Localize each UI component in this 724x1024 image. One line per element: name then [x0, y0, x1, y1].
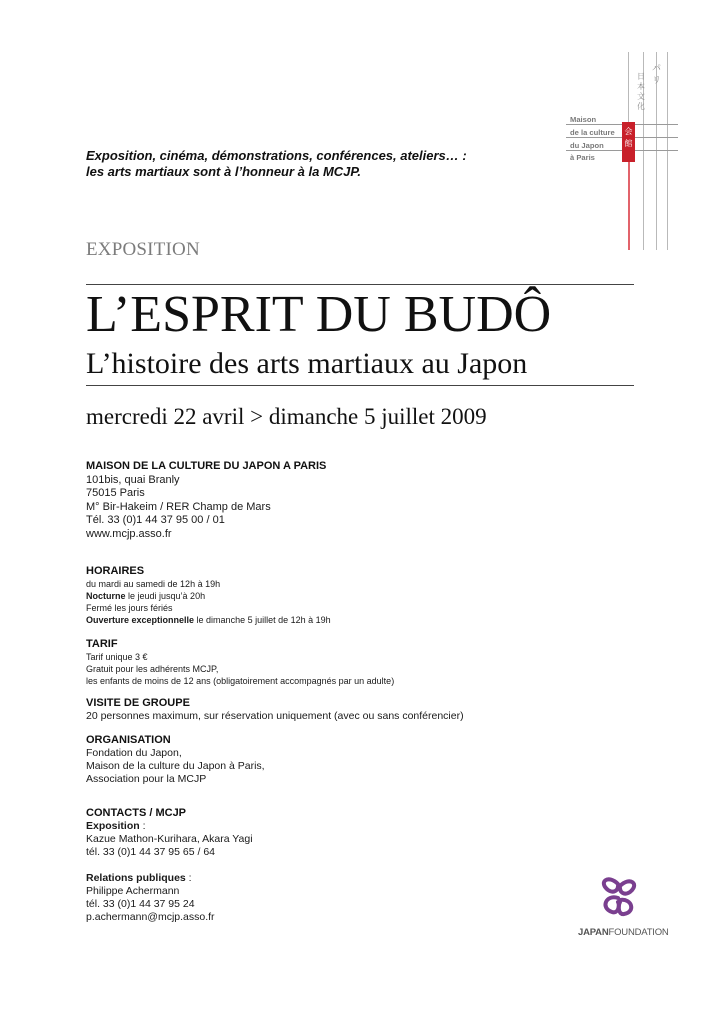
contacts-sep: :: [185, 872, 192, 884]
exhibition-dates: mercredi 22 avril > dimanche 5 juillet 2009: [86, 404, 487, 429]
venue-line: M° Bir-Hakeim / RER Champ de Mars: [86, 500, 271, 513]
logo-jp-side: パリ: [652, 63, 662, 85]
organisation-line: Fondation du Japon,: [86, 747, 182, 759]
logo-jp-red: 会館: [624, 127, 633, 148]
hours-line: [86, 614, 646, 626]
tarif-line: Gratuit pour les adhérents MCJP,: [86, 664, 219, 674]
mcjp-logo: [566, 52, 676, 252]
organisation-block: [86, 734, 646, 786]
logo-rule: [667, 52, 668, 250]
section-label: EXPOSITION: [86, 239, 200, 260]
page-title: L’ESPRIT DU BUDÔ: [86, 286, 552, 343]
logo-text-line: à Paris: [570, 153, 595, 162]
butterfly-icon: [578, 872, 660, 926]
hours-title: HORAIRES: [86, 565, 145, 577]
venue-line: Tél. 33 (0)1 44 37 95 00 / 01: [86, 514, 225, 526]
tarif-title: TARIF: [86, 638, 118, 650]
venue-line: 75015 Paris: [86, 487, 145, 499]
intro-line: Exposition, cinéma, démonstrations, conférences, ateliers… :: [86, 148, 467, 163]
logo-jp-column: 日本文化: [637, 72, 645, 111]
info-section: [86, 460, 646, 924]
hours-bold: Ouverture exceptionnelle: [86, 615, 195, 625]
groups-line: 20 personnes maximum, sur réservation uniquement (avec ou sans conférencier): [86, 710, 464, 722]
email-link[interactable]: p.achermann@mcjp.asso.fr: [86, 911, 215, 923]
hours-block: [86, 565, 646, 626]
logo-text-line: du Japon: [570, 141, 604, 150]
contacts-block: [86, 807, 646, 924]
hours-text: le dimanche 5 juillet de 12h à 19h: [194, 615, 331, 625]
intro-line: les arts martiaux sont à l’honneur à la MCJP.: [86, 164, 362, 179]
venue-title: MAISON DE LA CULTURE DU JAPON A PARIS: [86, 460, 327, 472]
groups-title: VISITE DE GROUPE: [86, 697, 190, 709]
contacts-line: Philippe Achermann: [86, 885, 180, 897]
title-rule-top: [86, 284, 634, 285]
contacts-line: Kazue Mathon-Kurihara, Akara Yagi: [86, 833, 253, 845]
website-link[interactable]: www.mcjp.asso.fr: [86, 527, 172, 540]
contacts-sep: :: [139, 820, 146, 832]
logo-red-line: [628, 162, 630, 250]
organisation-line: Association pour la MCJP: [86, 773, 207, 785]
groups-block: [86, 697, 646, 723]
intro: [86, 148, 556, 180]
japan-foundation-logo: [578, 872, 669, 940]
logo-text-line: de la culture: [570, 128, 615, 137]
contacts-pr-heading: [86, 872, 646, 885]
title-rule-bottom: [86, 385, 634, 386]
contacts-expo-heading: [86, 820, 646, 833]
organisation-line: Maison de la culture du Japon à Paris,: [86, 760, 265, 772]
contacts-pr-label: Relations publiques: [86, 872, 186, 884]
contacts-title: CONTACTS / MCJP: [86, 807, 187, 819]
tarif-line: Tarif unique 3 €: [86, 652, 148, 662]
logo-text-line: Maison: [570, 115, 597, 124]
jf-text-rest: FOUNDATION: [608, 927, 669, 938]
jf-text-bold: JAPAN: [578, 927, 609, 938]
hours-line: Fermé les jours fériés: [86, 603, 173, 613]
hours-text: le jeudi jusqu’à 20h: [125, 591, 206, 601]
contacts-line: tél. 33 (0)1 44 37 95 65 / 64: [86, 846, 216, 858]
hours-bold: Nocturne: [86, 591, 126, 601]
venue-block: [86, 460, 646, 541]
hours-line: du mardi au samedi de 12h à 19h: [86, 579, 221, 589]
page-subtitle: L’histoire des arts martiaux au Japon: [86, 347, 528, 380]
venue-line: 101bis, quai Branly: [86, 473, 180, 486]
japan-foundation-text: [578, 927, 669, 938]
contacts-expo-label: Exposition: [86, 820, 140, 832]
hours-line: [86, 590, 646, 602]
contacts-line: tél. 33 (0)1 44 37 95 24: [86, 898, 195, 910]
organisation-title: ORGANISATION: [86, 734, 171, 746]
tarif-line: les enfants de moins de 12 ans (obligatoirement accompagnés par un adulte): [86, 676, 395, 686]
tarif-block: [86, 638, 646, 687]
